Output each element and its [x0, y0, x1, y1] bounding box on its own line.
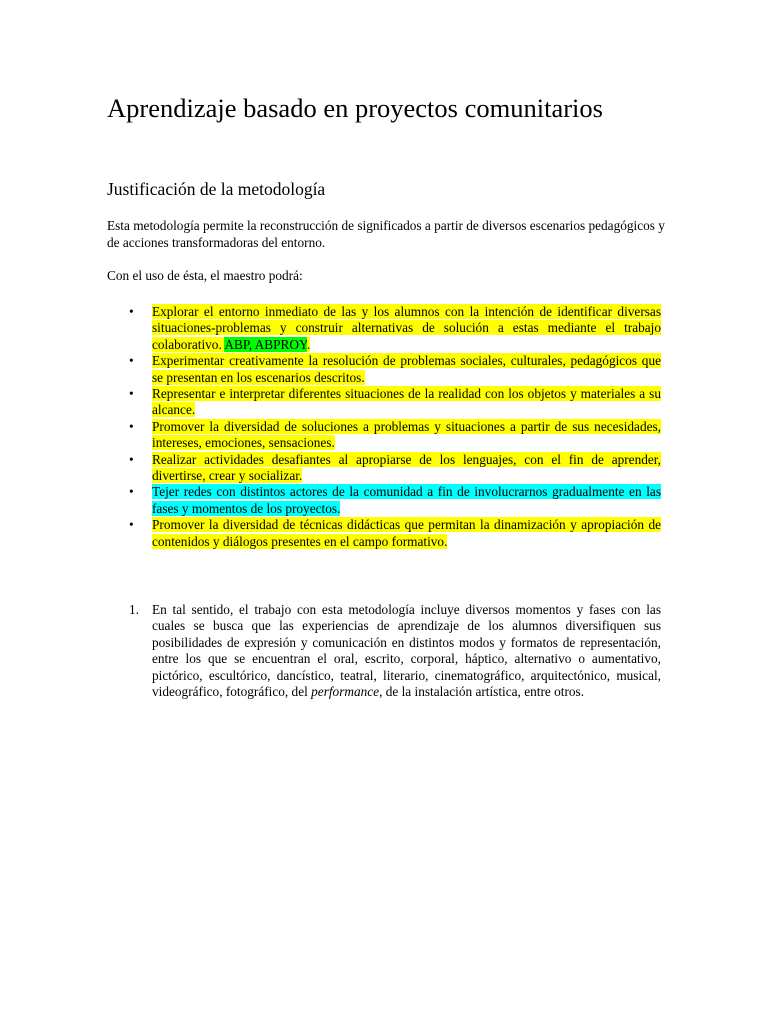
bullet-text: Experimentar creativamente la resolución de problemas sociales, culturales, pedagógicos que se presentan en los escenarios descritos.	[152, 353, 661, 385]
numbered-text-italic: performance	[311, 684, 380, 700]
abp-note: ABP, ABPROY	[224, 336, 307, 352]
bullet-marker: •	[129, 517, 134, 533]
bullet-marker: •	[129, 386, 134, 402]
bullet-text: Promover la diversidad de técnicas didácticas que permitan la dinamización y apropiación de contenidos y diálogos presentes en el campo formativo.	[152, 517, 661, 549]
bullet-text: Explorar el entorno inmediato de las y los alumnos con la intención de identificar diversas situaciones-problemas y construir alternativas de solución a estas mediante el trabajo colaborativo.	[152, 304, 661, 352]
document-title: Aprendizaje basado en proyectos comunitarios	[107, 93, 603, 123]
bullet-marker: •	[129, 484, 134, 500]
bullet-text-suffix: .	[306, 336, 311, 352]
intro-paragraph: Esta metodología permite la reconstrucción de significados a partir de diversos escenarios pedagógicos y de acciones transformadoras del entorno.	[107, 218, 665, 250]
bullet-item	[107, 353, 661, 386]
bullet-item	[107, 304, 661, 353]
bullet-marker: •	[129, 418, 134, 434]
numbered-list	[107, 602, 661, 700]
numbered-item	[107, 602, 661, 700]
bullet-list	[107, 304, 661, 550]
section-heading: Justificación de la metodología	[107, 179, 326, 199]
bullet-text: Realizar actividades desafiantes al apropiarse de los lenguajes, con el fin de aprender, divertirse, crear y socializar.	[152, 451, 661, 484]
numbered-text-end: , de la instalación artística, entre otros.	[379, 684, 585, 700]
bullet-item	[107, 517, 661, 550]
bullet-marker: •	[129, 304, 134, 319]
item-number: 1.	[129, 602, 139, 617]
lead-in-paragraph: Con el uso de ésta, el maestro podrá:	[107, 268, 303, 283]
bullet-text: Tejer redes con distintos actores de la comunidad a fin de involucrarnos gradualmente en las fases y momentos de los proyectos.	[152, 484, 661, 516]
bullet-marker: •	[129, 451, 134, 467]
bullet-marker: •	[129, 353, 134, 369]
bullet-text: Representar e interpretar diferentes situaciones de la realidad con los objetos y materiales a su alcance.	[152, 386, 661, 418]
bullet-item	[107, 386, 661, 419]
numbered-text: En tal sentido, el trabajo con esta metodología incluye diversos momentos y fases con las cuales se busca que las experiencias de aprendizaje de los alumnos diversifiquen sus posibilidades de expresión y comunicación en distintos modos y formatos de representación, entre los que se encuentran el oral, escrito, corporal, háptico, alternativo o aumentativo, pictórico, escultórico, dancístico, teatral, literario, cinematográfico, arquitectónico, musical, videográfico, fotográfico, del	[152, 602, 661, 700]
bullet-item	[107, 452, 661, 485]
bullet-text: Promover la diversidad de soluciones a problemas y situaciones a partir de sus necesidades, intereses, emociones, sensaciones.	[152, 418, 661, 451]
bullet-item	[107, 484, 661, 517]
bullet-item	[107, 419, 661, 452]
